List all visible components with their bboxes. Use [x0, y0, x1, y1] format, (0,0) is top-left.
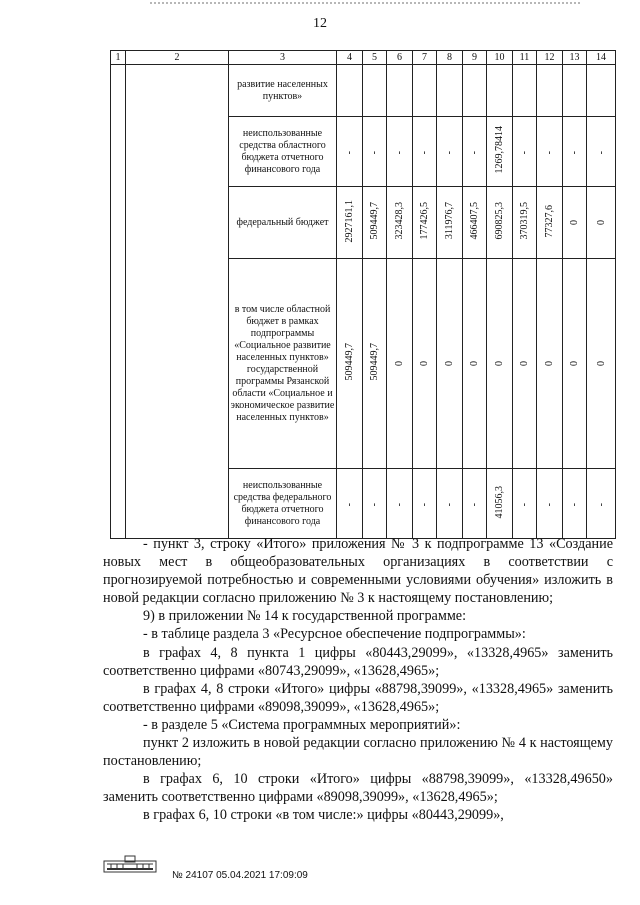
- value: -: [344, 502, 355, 506]
- value: 0: [419, 361, 430, 366]
- value: -: [444, 502, 455, 506]
- value: 466407,5: [469, 202, 480, 240]
- value: -: [519, 150, 530, 154]
- header-cell: 8: [437, 51, 463, 65]
- value: -: [394, 502, 405, 506]
- value: -: [419, 150, 430, 154]
- value: 0: [469, 361, 480, 366]
- header-cell: 13: [563, 51, 587, 65]
- value: -: [544, 150, 555, 154]
- header-cell: 6: [387, 51, 413, 65]
- document-body: [103, 535, 613, 825]
- value: -: [519, 502, 530, 506]
- row-description: неиспользованные средства областного бюджета отчетного финансового года: [229, 117, 337, 187]
- header-cell: 12: [537, 51, 563, 65]
- value: -: [595, 502, 607, 506]
- header-cell: 7: [413, 51, 437, 65]
- header-cell: 4: [337, 51, 363, 65]
- paragraph: в графах 4, 8 строки «Итого» цифры «88798,39099», «13328,4965» заменить соответственно цифрами «89098,39099», «13628,4965»;: [103, 680, 613, 715]
- value: 77327,6: [544, 204, 555, 238]
- header-cell: 10: [487, 51, 513, 65]
- header-cell: 5: [363, 51, 387, 65]
- header-cell: 1: [111, 51, 126, 65]
- value: 0: [569, 220, 580, 225]
- header-cell: 14: [587, 51, 616, 65]
- value: -: [569, 150, 580, 154]
- value: 509449,7: [369, 343, 380, 381]
- paragraph: в графах 6, 10 строки «Итого» цифры «88798,39099», «13328,49650» заменить соответственно цифрами «89098,39099», «13628,4965»;: [103, 771, 613, 806]
- table-row: [111, 65, 616, 117]
- header-cell: 3: [229, 51, 337, 65]
- value: 509449,7: [369, 202, 380, 240]
- value: 177426,5: [419, 202, 430, 240]
- document-registration-number: № 24107 05.04.2021 17:09:09: [172, 870, 308, 881]
- value: -: [595, 150, 607, 154]
- header-cell: 11: [513, 51, 537, 65]
- value: 0: [444, 361, 455, 366]
- value: 311976,7: [444, 202, 455, 240]
- scan-top-edge: [150, 2, 580, 7]
- value: -: [544, 502, 555, 506]
- paragraph: пункт 2 изложить в новой редакции согласно приложению № 4 к настоящему постановлению;: [103, 735, 613, 770]
- building-stamp-icon: [103, 855, 157, 873]
- value: 370319,5: [519, 202, 530, 240]
- paragraph: - пункт 3, строку «Итого» приложения № 3 к подпрограмме 13 «Создание новых мест в общеобразовательных организациях в соответствии с прогнозируемой потребностью и современными условиями обучения» изложить в новой редакции согласно приложению № 3 к настоящему постановлению;: [103, 536, 613, 607]
- value: 690825,3: [494, 202, 505, 240]
- budget-table: [110, 50, 616, 539]
- value: 41056,3: [494, 485, 505, 519]
- paragraph: - в разделе 5 «Система программных мероприятий»:: [143, 716, 461, 733]
- value: -: [369, 150, 380, 154]
- value: 323428,3: [394, 202, 405, 240]
- value: -: [569, 502, 580, 506]
- paragraph: 9) в приложении № 14 к государственной программе:: [143, 608, 467, 625]
- header-cell: 9: [463, 51, 487, 65]
- value: 0: [544, 361, 555, 366]
- value: -: [394, 150, 405, 154]
- paragraph: - в таблице раздела 3 «Ресурсное обеспечение подпрограммы»:: [143, 626, 526, 643]
- empty-cell-col1: [111, 65, 126, 539]
- value: -: [469, 502, 480, 506]
- row-description: федеральный бюджет: [229, 187, 337, 259]
- value: 0: [595, 361, 607, 366]
- value: 0: [519, 361, 530, 366]
- header-cell: 2: [126, 51, 229, 65]
- value: 0: [494, 361, 505, 366]
- table-header-row: [111, 51, 616, 65]
- row-description: развитие населенных пунктов»: [229, 65, 337, 117]
- value: 0: [595, 220, 607, 225]
- value: -: [469, 150, 480, 154]
- empty-cell-col2: [126, 65, 229, 539]
- row-description: неиспользованные средства федерального бюджета отчетного финансового года: [229, 469, 337, 539]
- value: 1269,78414: [494, 126, 505, 174]
- paragraph: в графах 4, 8 пункта 1 цифры «80443,29099», «13328,4965» заменить соответственно цифрами «80743,29099», «13628,4965»;: [103, 644, 613, 679]
- value: 2927161,1: [344, 199, 355, 243]
- value: 0: [569, 361, 580, 366]
- paragraph: в графах 6, 10 строки «в том числе:» цифры «80443,29099»,: [143, 807, 504, 824]
- page-number: 12: [313, 16, 327, 31]
- value: -: [344, 150, 355, 154]
- value: 0: [394, 361, 405, 366]
- value: -: [369, 502, 380, 506]
- row-description: в том числе областной бюджет в рамках подпрограммы «Социальное развитие населенных пунктов» государственной программы Рязанской области «Социальное и экономическое развитие населенных пунктов»: [229, 259, 337, 469]
- value: -: [419, 502, 430, 506]
- value: 509449,7: [344, 343, 355, 381]
- value: -: [444, 150, 455, 154]
